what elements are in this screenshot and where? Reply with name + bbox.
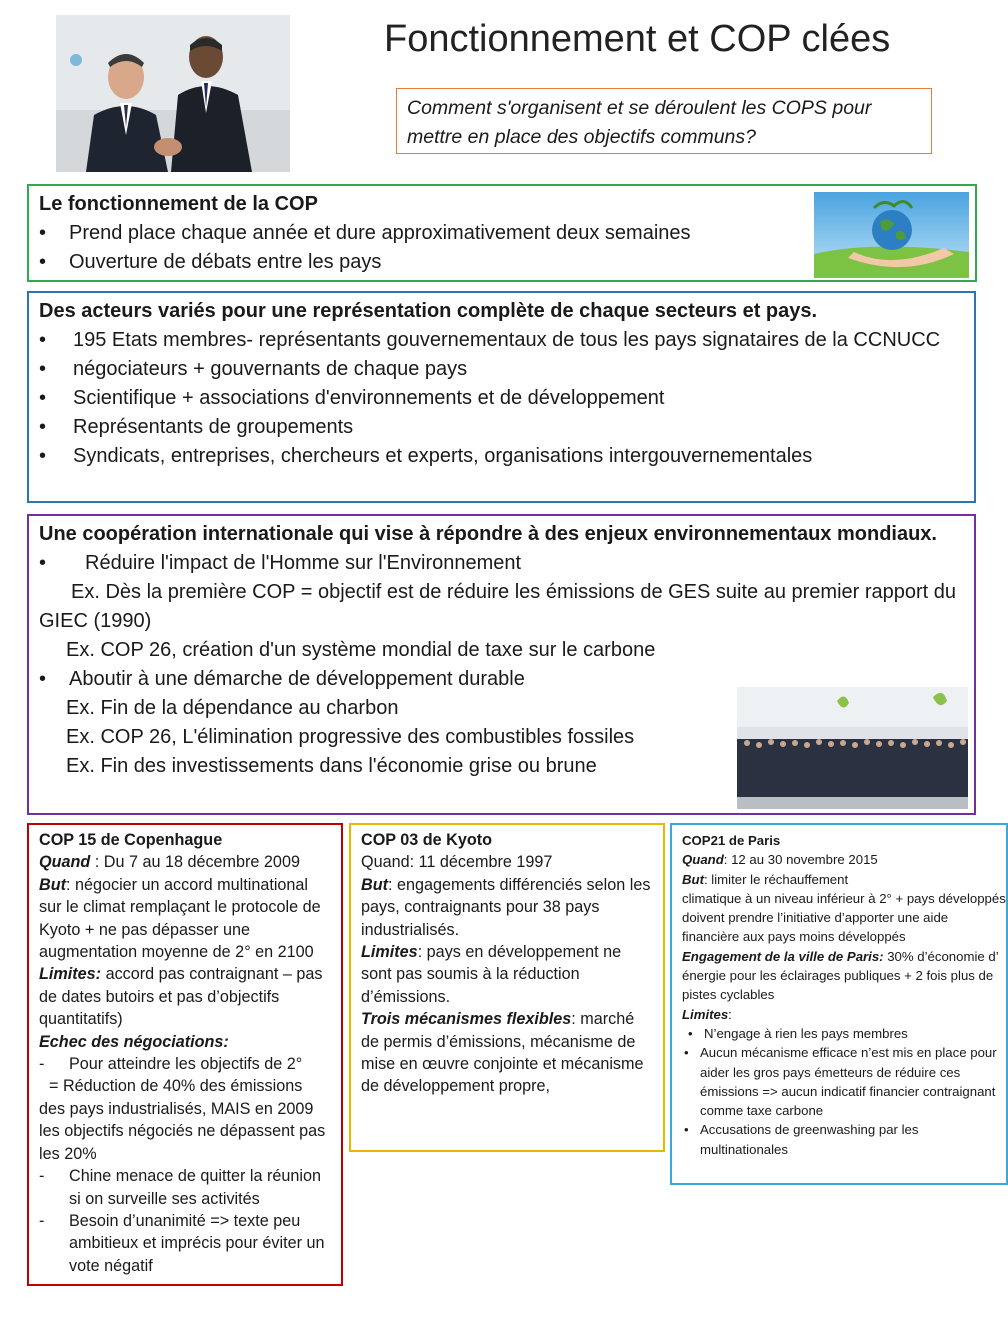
dash-list [39,1053,331,1075]
but-line [361,874,653,941]
list-item: • Réduire l'impact de l'Homme sur l'Environnement [39,549,964,578]
dash-list [39,1165,331,1277]
leaders-handshake-photo [56,15,290,172]
list-item: • Prend place chaque année et dure approximativement deux semaines [39,219,965,248]
section-heading: Des acteurs variés pour une représentation complète de chaque secteurs et pays. [39,300,818,322]
field-label: Echec des négociations: [39,1032,229,1051]
field-label: Limites: [39,965,102,984]
list-item: - Chine menace de quitter la réunion si on surveille ses activités [39,1165,331,1210]
list-item: - Pour atteindre les objectifs de 2° [39,1053,331,1075]
list-item: • négociateurs + gouvernants de chaque pays [39,355,964,384]
list-item: • Aucun mécanisme efficace n’est mis en place pour aider les gros pays émetteurs de réduire ces émissions => aucun indicatif financier contraignant comme taxe carbone [682,1043,998,1120]
field-label: Quand [682,852,724,868]
limites-line [39,963,331,1030]
field-label: Engagement de la ville de Paris: [682,948,884,964]
list-item: • 195 Etats membres- représentants gouvernementaux de tous les pays signataires de la CCNUCC [39,326,964,355]
engagement-line [682,947,1006,1005]
list-item: - Besoin d’unanimité => texte peu ambitieux et imprécis pour éviter un vote négatif [39,1210,331,1277]
page-title: Fonctionnement et COP clées [384,18,891,60]
but-line [682,870,1006,889]
field-value: accord pas contraignant – pas de dates butoirs et pas d’objectifs quantitatifs) [39,965,323,1029]
section-heading: Le fonctionnement de la COP [39,193,318,215]
field-label: But [39,875,66,894]
quand-line: Quand: 11 décembre 1997 [361,853,553,872]
field-label: Limites [361,943,418,962]
bullet-list [682,1024,1006,1159]
actors-section [27,291,976,503]
list-item: • Ouverture de débats entre les pays [39,248,965,277]
cop03-kyoto-card [349,823,665,1152]
field-value: 30% d’économie d’ énergie pour les éclairages publiques + 2 fois plus de pistes cyclables [682,948,999,1003]
quand-line [39,851,331,873]
field-label: Trois mécanismes flexibles [361,1010,572,1029]
detail-text: = Réduction de 40% des émissions des pays industrialisés, MAIS en 2009 les objectifs négociés ne dépassent pas les 20% [39,1077,326,1163]
limites-line [361,941,653,1008]
card-title: COP21 de Paris [682,833,781,848]
mecanismes-line [361,1008,653,1098]
example-text: Ex. COP 26, création d'un système mondial de taxe sur le carbone [66,639,656,661]
field-label: But [682,871,704,887]
guiding-question: Comment s'organisent et se déroulent les COPS pour mettre en place des objectifs communs? [396,88,932,154]
example-text: Ex. Dès la première COP = objectif est de réduire les émissions de GES suite au premier rapport du GIEC (1990) [39,581,957,632]
list-item: • Accusations de greenwashing par les multinationales [682,1120,998,1159]
field-value: : pays en développement ne sont pas soumis à la réduction d’émissions. [361,943,622,1006]
field-value: : 12 au 30 novembre 2015 [723,852,878,868]
list-item: • N’engage à rien les pays membres [682,1024,998,1043]
earth-in-hands-image [814,192,969,278]
list-item: • Aboutir à une démarche de développement durable [39,665,964,694]
example-text: Ex. Fin des investissements dans l'économie grise ou brune [66,755,597,777]
but-detail: climatique à un niveau inférieur à 2° + pays développés doivent prendre l’initiative d’apporter une aide financière aux pays moins développés [682,890,1006,945]
cop21-group-photo [737,687,968,809]
cop21-paris-card [670,823,1008,1185]
list-item: • Représentants de groupements [39,413,964,442]
card-title: COP 15 de Copenhague [39,831,223,849]
bullet-list [39,326,964,471]
list-item: • Scientifique + associations d'environnements et de développement [39,384,964,413]
bullet-list [39,549,964,578]
field-value: : marché de permis d’émissions, mécanisme de mise en œuvre conjointe et mécanisme de développement propre, [361,1010,644,1096]
field-value: : négocier un accord multinational sur le climat remplaçant le protocole de Kyoto + ne pas dépasser une augmentation moyenne de 2° en 2100 [39,875,321,962]
quand-line [682,850,1006,869]
field-label: Quand [39,853,91,872]
cop15-copenhagen-card [27,823,343,1286]
section-heading: Une coopération internationale qui vise à répondre à des enjeux environnementaux mondiaux. [39,523,937,545]
example-text: Ex. Fin de la dépendance au charbon [66,697,399,719]
limites-line [682,1005,1006,1024]
field-value: : engagements différenciés selon les pays, contraignants pour 38 pays industrialisés. [361,875,651,939]
field-label: Limites [682,1006,729,1022]
field-value: : [728,1006,732,1022]
field-value: : limiter le réchauffement [703,871,849,887]
list-item: • Syndicats, entreprises, chercheurs et experts, organisations intergouvernementales [39,442,964,471]
but-line [39,874,331,964]
field-value: : Du 7 au 18 décembre 2009 [90,853,300,872]
card-title: COP 03 de Kyoto [361,831,493,849]
field-label: But [361,875,388,894]
example-text: Ex. COP 26, L'élimination progressive des combustibles fossiles [66,726,635,748]
